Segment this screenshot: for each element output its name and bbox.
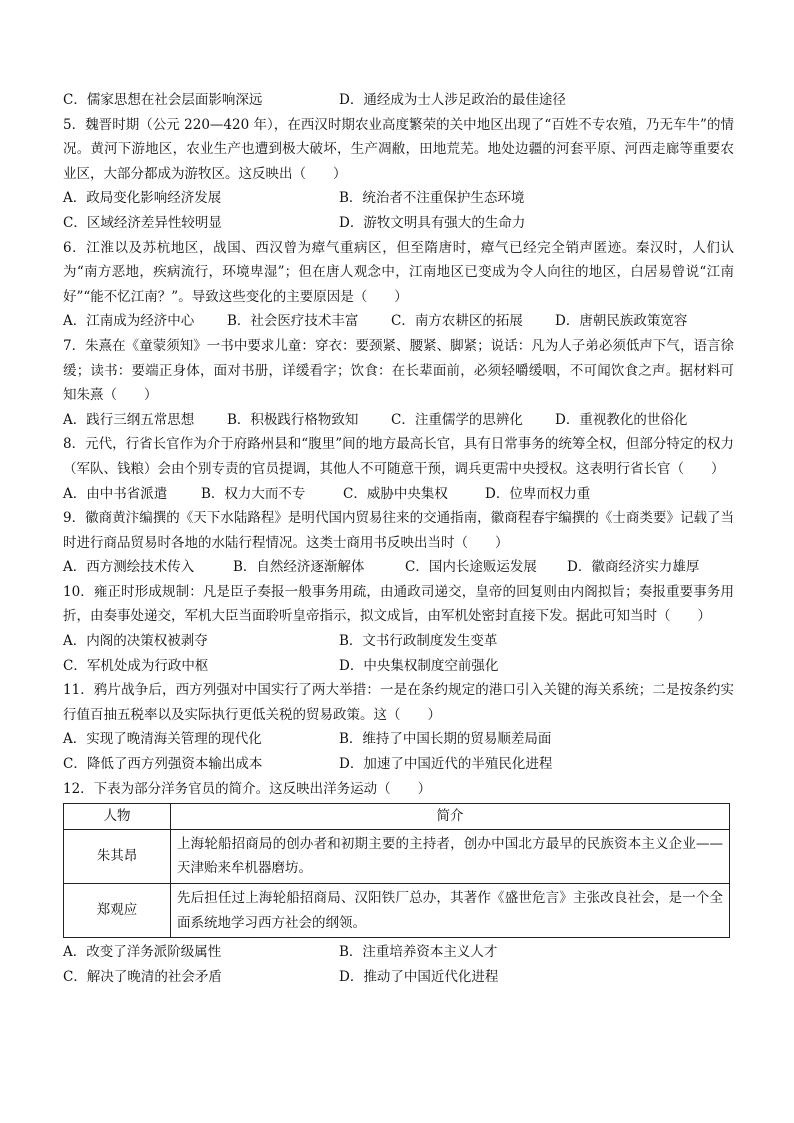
question-4-options-cd	[63, 88, 734, 113]
option-d: D．重视教化的世俗化	[555, 411, 688, 428]
question-5-stem: 5．魏晋时期（公元 220—420 年），在西汉时期农业高度繁荣的关中地区出现了“百姓不专农殖，乃无车牛”的情况。黄河下游地区，农业生产也遭到极大破坏，生产凋敝，田地荒芜。地处边疆的河套平原、河西走廊等重要农业区，大部分都成为游牧区。这反映出（ ）	[63, 116, 734, 182]
question-10-options-ab	[63, 629, 734, 654]
option-b: B．统治者不注重保护生态环境	[339, 190, 525, 207]
option-b: B．维持了中国长期的贸易顺差局面	[339, 731, 552, 748]
option-a: A．实现了晚清海关管理的现代化	[63, 731, 262, 748]
option-b: B．注重培养资本主义人才	[339, 944, 498, 961]
option-c: C．区域经济差异性较明显	[63, 214, 222, 231]
option-c: C．解决了晚清的社会矛盾	[63, 968, 222, 985]
person-intro: 先后担任过上海轮船招商局、汉阳铁厂总办，其著作《盛世危言》主张改良社会，是一个全面系统地学习西方社会的纲领。	[171, 884, 730, 938]
question-7-options	[63, 408, 734, 433]
header-person: 人物	[64, 804, 171, 830]
table-row	[64, 884, 730, 938]
table-row	[64, 829, 730, 883]
option-c: C．降低了西方列强资本输出成本	[63, 756, 263, 773]
option-c: C．儒家思想在社会层面影响深远	[63, 92, 263, 108]
option-c: C．威胁中央集权	[343, 485, 448, 502]
question-12-options-cd	[63, 965, 734, 990]
question-7-stem: 7．朱熹在《童蒙须知》一书中要求儿童：穿衣：要颈紧、腰紧、脚紧；说话：凡为人子弟必须低声下气，语言徐缓；读书：要端正身体，面对书册，详缓看字；饮食：在长辈面前，必须轻嚼缓咽，不可闻饮食之声。据材料可知朱熹（ ）	[63, 337, 734, 404]
option-a: A．江南成为经济中心	[63, 313, 195, 330]
option-d: D．推动了中国近代化进程	[339, 968, 499, 985]
option-b: B．文书行政制度发生变革	[339, 633, 498, 650]
option-d: D．加速了中国近代的半殖民化进程	[339, 756, 553, 773]
option-d: D．通经成为士人涉足政治的最佳途径	[339, 92, 566, 108]
question-6-options	[63, 309, 734, 334]
question-8-options	[63, 482, 734, 507]
question-11-options-ab	[63, 727, 734, 752]
question-9-stem: 9．徽商黄汴编撰的《天下水陆路程》是明代国内贸易往来的交通指南，徽商程春宇编撰的《士商类要》记载了当时进行商品贸易时各地的水陆行程情况。这类士商用书反映出当时（ ）	[63, 510, 734, 551]
option-b: B．社会医疗技术丰富	[227, 313, 359, 330]
person-name: 朱其昂	[64, 829, 171, 883]
option-d: D．游牧文明具有强大的生命力	[339, 214, 526, 231]
option-b: B．权力大而不专	[201, 485, 306, 502]
question-10-stem: 10．雍正时形成规制：凡是臣子奏报一般事务用疏，由通政司递交，皇帝的回复则由内阁拟旨；奏报重要事务用折，由奏事处递交，军机大臣当面聆听皇帝指示，拟文成旨，由军机处密封直接下发。据此可知当时（ ）	[63, 583, 734, 625]
question-12-stem: 12．下表为部分洋务官员的简介。这反映出洋务运动（ ）	[63, 780, 432, 797]
option-a: A．内阁的决策权被剥夺	[63, 633, 208, 650]
option-d: D．中央集权制度空前强化	[339, 657, 499, 674]
option-c: C．军机处成为行政中枢	[63, 657, 209, 674]
question-12-options-ab	[63, 940, 734, 965]
header-intro: 简介	[171, 804, 730, 830]
question-6-stem: 6．江淮以及苏杭地区，战国、西汉曾为瘴气重病区，但至隋唐时，瘴气已经完全销声匿迹。秦汉时，人们认为“南方恶地，疾病流行，环境卑湿”；但在唐人观念中，江南地区已变成为令人向往的地区，白居易曾说“江南好”“能不忆江南？”。导致这些变化的主要原因是（ ）	[63, 239, 734, 305]
table-header-row	[64, 804, 730, 830]
official-intro-table	[63, 803, 730, 938]
option-b: B．自然经济逐渐解体	[233, 559, 365, 576]
question-5-options-cd	[63, 211, 734, 236]
option-b: B．积极践行格物致知	[227, 411, 359, 428]
option-c: C．国内长途贩运发展	[405, 559, 537, 576]
person-name: 郑观应	[64, 884, 171, 938]
question-11-options-cd	[63, 752, 734, 777]
option-a: A．政局变化影响经济发展	[63, 190, 222, 207]
question-9-options	[63, 555, 734, 580]
option-c: C．注重儒学的思辨化	[391, 411, 523, 428]
question-8-stem: 8．元代，行省长官作为介于府路州县和“腹里”间的地方最高长官，具有日常事务的统筹全权，但部分特定的权力（军队、钱粮）会由个别专责的官员提调，其他人不可随意干预，调兵更需中央授权。这表明行省长官（ ）	[63, 436, 734, 477]
person-intro: 上海轮船招商局的创办者和初期主要的主持者，创办中国北方最早的民族资本主义企业——天津贻来牟机器磨坊。	[171, 829, 730, 883]
question-10-options-cd	[63, 654, 734, 679]
option-a: A．西方测绘技术传入	[63, 559, 195, 576]
option-c: C．南方农耕区的拓展	[391, 313, 523, 330]
option-a: A．由中书省派遣	[63, 485, 168, 502]
option-d: D．徽商经济实力雄厚	[567, 559, 700, 576]
question-11-stem: 11．鸦片战争后，西方列强对中国实行了两大举措：一是在条约规定的港口引入关键的海关系统；二是按条约实行值百抽五税率以及实际执行更低关税的贸易政策。这（ ）	[63, 682, 734, 723]
option-a: A．改变了洋务派阶级属性	[63, 944, 222, 961]
option-d: D．位卑而权力重	[485, 485, 591, 502]
question-5-options-ab	[63, 186, 734, 211]
option-d: D．唐朝民族政策宽容	[555, 313, 688, 330]
option-a: A．践行三纲五常思想	[63, 411, 195, 428]
